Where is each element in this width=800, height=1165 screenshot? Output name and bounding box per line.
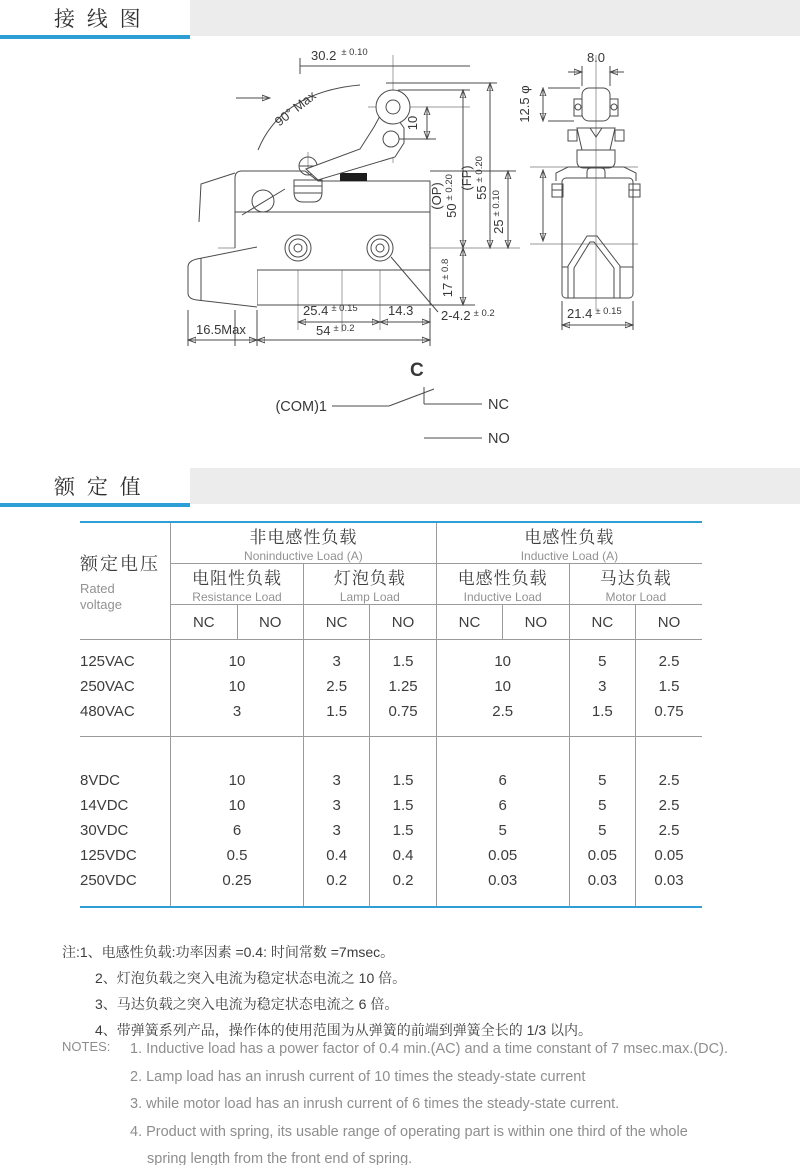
ac-rows [80,640,702,737]
cell-motor-nc: 5 [569,818,635,843]
dim-op [444,174,459,218]
motor-load-header [569,564,702,605]
no-terminal-label: NO [488,431,510,447]
dim-hole-edge: 14.3 [388,303,414,318]
note-cn-line: 2、灯泡负载之突入电流为稳定状态电流之 10 倍。 [95,970,407,986]
dim-angle: 90° Max [271,87,319,130]
no-header: NO [237,605,303,640]
cell-resistance: 3 [171,699,304,737]
dim-mount-holes-value: 2-4.2 [441,308,471,323]
table-row [80,674,702,699]
cell-motor-nc: 5 [569,737,635,794]
dim-op-label: (OP) [429,182,444,210]
resistance-load-zh: 电阻性负载 [192,569,282,588]
cell-voltage: 8VDC [80,737,171,794]
dc-rows [80,737,702,908]
cell-resistance: 10 [171,674,304,699]
dim-body-width [567,306,622,321]
cell-lamp-nc: 2.5 [303,674,369,699]
dim-total-width-value: 54 [316,323,331,338]
dim-base-height-tol: ± 0.8 [440,258,451,280]
cell-voltage: 30VDC [80,818,171,843]
dim-fp-value: 55 [474,185,489,200]
dim-fp [474,156,489,200]
cell-lamp-no: 1.5 [370,818,436,843]
dim-top-width [311,47,368,63]
dim-body-height-tol: ± 0.10 [491,190,502,217]
dim-hole-spacing-tol: ± 0.15 [331,303,358,314]
cell-resistance: 10 [171,793,304,818]
cell-motor-nc: 5 [569,793,635,818]
dim-top-width-tol: ± 0.10 [341,47,368,58]
dim-fp-label: (FP) [459,165,474,191]
table-row [80,699,702,737]
rating-table [80,521,702,908]
switch-body-side [188,157,430,307]
cell-inductive: 10 [436,640,569,675]
note-en-line: 4. Product with spring, its usable range of operating part is within one third of the whole spring length from the front end of spring. [130,1123,688,1165]
cell-lamp-nc: 3 [303,818,369,843]
cell-motor-no: 0.03 [654,872,684,889]
header-accent-line [0,503,190,507]
note-cn-line: 4、带弹簧系列产品，操作体的使用范围为从弹簧的前端到弹簧全长的 1/3 以内。 [95,1022,593,1038]
nc-header: NC [436,605,502,640]
table-group-header-row [80,522,702,564]
group-noninductive-zh: 非电感性负载 [249,528,358,547]
cell-motor-no: 2.5 [658,653,680,670]
com-terminal-label: (COM)1 [275,399,327,415]
cell-inductive: 6 [436,793,569,818]
wiring-section-title: 接 线 图 [54,8,144,31]
header-label-box [0,0,190,36]
cell-motor-nc: 3 [569,674,635,699]
note-en-line: 1. Inductive load has a power factor of 0.4 min.(AC) and a time constant of 7 msec.max.(DC). [130,1041,728,1057]
cell-voltage: 125VAC [80,640,171,675]
dim-roller-offset: 10 [405,115,420,131]
cell-lamp-no: 1.5 [370,737,436,794]
group-noninductive-en: Noninductive Load (A) [244,549,363,563]
cell-resistance: 10 [171,640,304,675]
cell-lamp-no: 1.5 [370,793,436,818]
nc-header: NC [569,605,635,640]
rating-section-title: 额 定 值 [54,476,144,499]
inductive-load-en: Inductive Load [463,590,542,604]
dim-roller-width: 8.0 [586,50,606,65]
contact-block [340,173,367,181]
dim-op-tol: ± 0.20 [444,174,455,201]
cell-lamp-nc: 0.2 [303,868,369,907]
cell-inductive: 10 [436,674,569,699]
cell-motor-nc: 0.03 [569,868,635,907]
rated-voltage-en [80,581,170,613]
cell-inductive: 0.03 [436,868,569,907]
rated-voltage-header [80,522,171,640]
cell-motor-nc: 1.5 [569,699,635,737]
cell-voltage: 250VAC [80,674,171,699]
lamp-load-en: Lamp Load [339,590,400,604]
no-header: NO [503,605,569,640]
cell-lamp-no: 0.75 [370,699,436,737]
side-view-drawing [188,47,520,346]
motor-load-zh: 马达负载 [599,569,672,588]
group-noninductive-header [171,522,437,564]
notes-english [62,1036,730,1165]
rated-voltage-en-line1: Rated [80,580,115,596]
cell-motor-nc: 5 [569,640,635,675]
circuit-common-label: C [410,360,424,381]
no-header: NO [370,605,436,640]
dim-body-width-value: 21.4 [567,306,593,321]
table-row [80,868,702,907]
cell-voltage: 250VDC [80,868,171,907]
no-header: NO [636,605,702,640]
nc-terminal-label: NC [488,397,509,413]
cell-lamp-nc: 1.5 [303,699,369,737]
cell-voltage: 125VDC [80,843,171,868]
dim-mount-holes-tol: ± 0.2 [473,308,495,319]
switch-blade [389,389,434,406]
dim-total-width-tol: ± 0.2 [333,323,355,334]
table-row [80,793,702,818]
dim-body-height [491,190,506,234]
note-cn-line: 注:1、电感性负载:功率因素 =0.4: 时间常数 =7msec。 [62,944,395,960]
dim-total-width [316,323,355,338]
table-row [80,843,702,868]
rating-section-header [0,468,800,508]
note-en-line: 3. while motor load has an inrush current of 6 times the steady-state current. [130,1096,620,1112]
table-ncno-header-row [80,605,702,640]
table-row [80,818,702,843]
cell-lamp-no: 0.2 [370,868,436,907]
dim-hole-spacing-value: 25.4 [303,303,329,318]
cell-resistance: 10 [171,737,304,794]
cell-motor-no: 1.5 [658,678,680,695]
cell-inductive: 6 [436,737,569,794]
rated-voltage-en-line2: voltage [80,596,122,612]
resistance-load-header [171,564,304,605]
roller-lever [306,90,410,180]
inductive-load-header [436,564,569,605]
dim-body-width-tol: ± 0.15 [595,306,622,317]
cell-motor-no: 0.05 [654,847,684,864]
nc-header: NC [303,605,369,640]
dim-mount-holes [441,308,495,323]
rated-voltage-zh: 额定电压 [80,553,160,574]
note-cn-line: 3、马达负载之突入电流为稳定状态电流之 6 倍。 [95,996,399,1012]
lamp-load-header [303,564,436,605]
dim-fp-tol: ± 0.20 [474,156,485,183]
cell-inductive: 2.5 [436,699,569,737]
table-row [80,737,702,794]
cell-lamp-nc: 3 [303,793,369,818]
cell-resistance: 0.25 [171,868,304,907]
table-row [80,640,702,675]
resistance-load-en: Resistance Load [192,590,282,604]
dim-base-height [440,259,455,298]
table-subgroup-header-row [80,564,702,605]
circuit-diagram [275,360,509,447]
cell-voltage: 480VAC [80,699,171,737]
group-inductive-zh: 电感性负载 [524,528,615,547]
cell-lamp-nc: 3 [303,737,369,794]
nc-header: NC [171,605,237,640]
cell-lamp-no: 1.5 [370,640,436,675]
rubber-boot [188,247,257,307]
dim-base-height-value: 17 [440,282,455,298]
cell-resistance: 0.5 [171,843,304,868]
group-inductive-header [436,522,702,564]
dim-hole-spacing [303,303,358,318]
dim-body-height-value: 25 [491,219,506,234]
header-accent-line [0,35,190,39]
cell-inductive: 5 [436,818,569,843]
group-inductive-en: Inductive Load (A) [520,549,619,563]
cell-resistance: 6 [171,818,304,843]
header-label-box [0,468,190,504]
note-en-line: 2. Lamp load has an inrush current of 10 times the steady-state current [130,1068,586,1085]
motor-load-en: Motor Load [605,590,667,604]
cell-lamp-no: 1.25 [370,674,436,699]
inductive-load-zh: 电感性负载 [457,569,548,588]
technical-drawing [0,40,800,468]
cell-motor-no: 0.75 [636,699,702,737]
cell-voltage: 14VDC [80,793,171,818]
cell-inductive: 0.05 [436,843,569,868]
spring-wire [199,173,235,222]
dim-op-value: 50 [444,203,459,218]
lamp-load-zh: 灯泡负载 [333,569,406,588]
cell-lamp-nc: 3 [303,640,369,675]
notes-label: NOTES: [62,1039,111,1054]
cell-motor-no: 2.5 [658,772,680,789]
cell-motor-nc: 0.05 [569,843,635,868]
dim-plunger: 16.5Max [196,322,246,337]
cell-lamp-no: 0.4 [370,843,436,868]
front-view-drawing [517,50,640,330]
cell-motor-no: 2.5 [658,822,680,839]
wiring-section-header [0,0,800,40]
cell-lamp-nc: 0.4 [303,843,369,868]
cell-motor-no: 2.5 [658,797,680,814]
dim-top-width-value: 30.2 [311,48,337,63]
dim-roller-dia: 12.5 φ [517,85,532,123]
notes-chinese [62,939,592,1043]
